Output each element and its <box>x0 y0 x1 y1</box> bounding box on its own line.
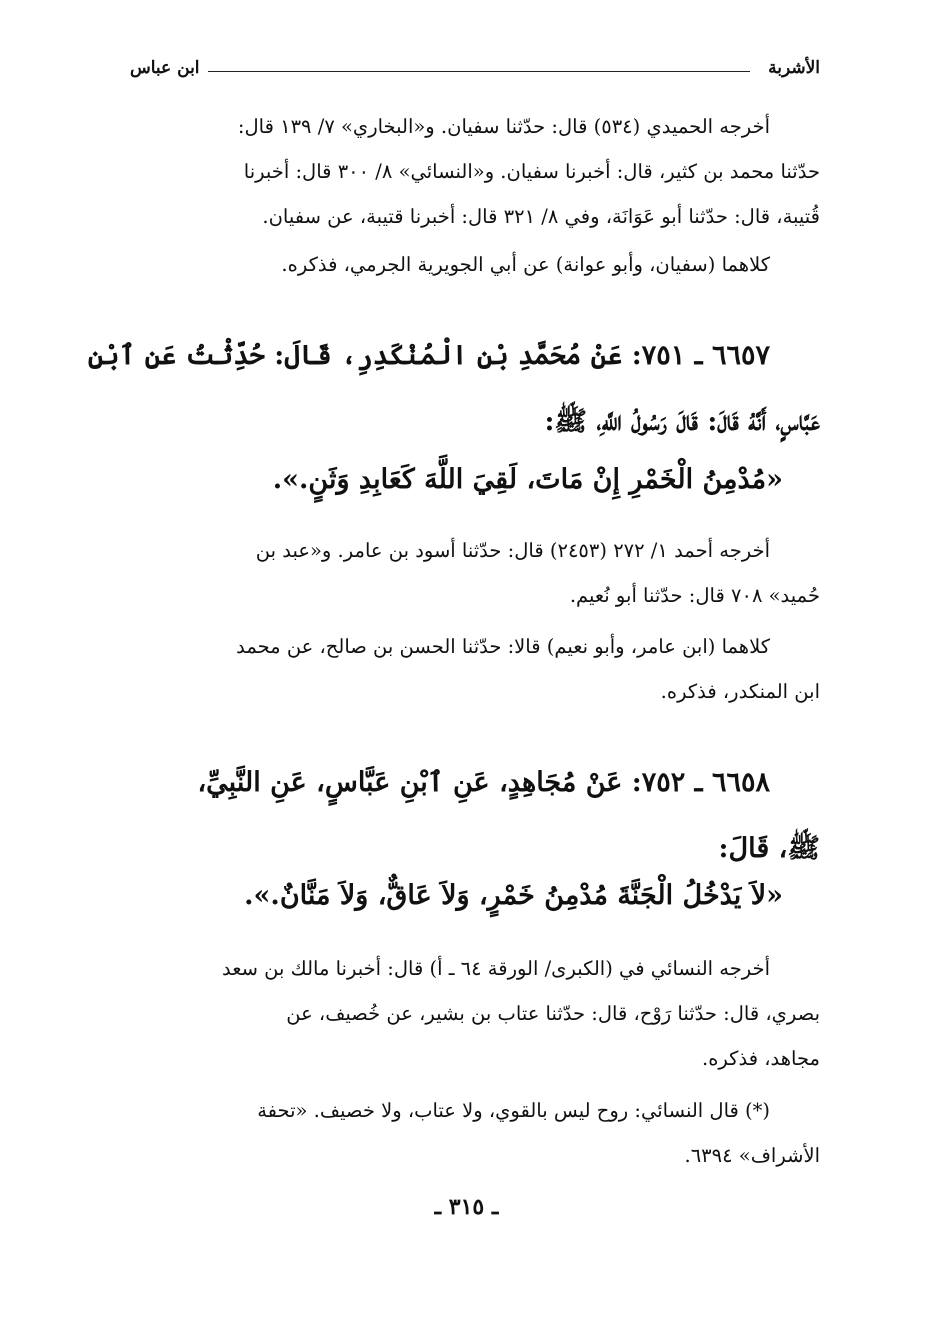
text-line: أخرجه النسائي في (الكبرى/ الورقة ٦٤ ـ أ) قال: أخبرنا مالك بن سعد <box>222 957 770 980</box>
text-line: حدّثنا محمد بن كثير، قال: أخبرنا سفيان. و«النسائي» ٨/ ٣٠٠ قال: أخبرنا <box>243 160 820 183</box>
text-line: مجاهد، فذكره. <box>702 1047 820 1070</box>
hadith-6658 <box>130 750 820 882</box>
takhrij-paragraph-2 <box>130 528 820 618</box>
text-line: (*) قال النسائي: روح ليس بالقوي، ولا عتاب، ولا خصيف. «تحفة <box>257 1099 770 1122</box>
section-title: ابن عباس <box>130 58 200 78</box>
footnote <box>130 1088 820 1178</box>
running-header <box>130 58 820 88</box>
hadith-6657 <box>87 323 820 455</box>
text-line: ابن المنكدر، فذكره. <box>660 680 820 703</box>
header-rule <box>208 71 750 72</box>
text-line: قُتيبة، قال: حدّثنا أبو عَوَانَة، وفي ٨/ ٣٢١ قال: أخبرنا قتيبة، عن سفيان. <box>262 205 820 228</box>
text-line: بصري، قال: حدّثنا رَوْح، قال: حدّثنا عتاب بن بشير، عن خُصيف، عن <box>286 1002 820 1025</box>
kilahuma-paragraph-1 <box>130 242 820 287</box>
takhrij-paragraph-1 <box>130 104 820 239</box>
text-line: أخرجه أحمد ١/ ٢٧٢ (٢٤٥٣) قال: حدّثنا أسود بن عامر. و«عبد بن <box>255 539 770 562</box>
kilahuma-paragraph-2 <box>130 624 820 714</box>
text-line: أخرجه الحميدي (٥٣٤) قال: حدّثنا سفيان. و«البخاري» ٧/ ١٣٩ قال: <box>237 115 770 138</box>
text-line: كلاهما (ابن عامر، وأبو نعيم) قالا: حدّثنا الحسن بن صالح، عن محمد <box>236 635 770 658</box>
hadith-6658-matn: «لاَ يَدْخُلُ الْجَنَّةَ مُدْمِنُ خَمْرٍ، وَلاَ عَاقٌّ، وَلاَ مَنَّانٌ.». <box>244 880 783 911</box>
text-line: كلاهما (سفيان، وأبو عوانة) عن أبي الجويرية الجرمي، فذكره. <box>281 253 770 276</box>
page-number: ـ ٣١٥ ـ <box>434 1194 499 1220</box>
text-line: الأشراف» ٦٣٩٤. <box>684 1144 820 1167</box>
chapter-title: الأشربة <box>768 58 820 78</box>
takhrij-paragraph-3 <box>130 946 820 1081</box>
hadith-6657-matn: «مُدْمِنُ الْخَمْرِ إِنْ مَاتَ، لَقِيَ اللَّهَ كَعَابِدِ وَثَنٍ.». <box>272 464 783 495</box>
hadith-line: عَبَّاسٍ، أَنَّهُ قَالَ: قَالَ رَسُولُ اللَّهِ، ﷺ: <box>544 406 820 437</box>
hadith-line: ﷺ، قَالَ: <box>718 833 820 864</box>
text-line: حُميد» ٧٠٨ قال: حدّثنا أبو نُعيم. <box>569 584 820 607</box>
hadith-line: ٦٦٥٨ ـ ٧٥٢: عَنْ مُجَاهِدٍ، عَنِ ٱبْنِ عَبَّاسٍ، عَنِ النَّبِيِّ، <box>197 767 770 798</box>
hadith-line: ٦٦٥٧ ـ ٧٥١: عَنْ مُحَمَّدِ بْنِ الْمُنْكَدِرِ، قَالَ: حُدِّثْتُ عَنِ ٱبْنِ <box>87 340 770 371</box>
